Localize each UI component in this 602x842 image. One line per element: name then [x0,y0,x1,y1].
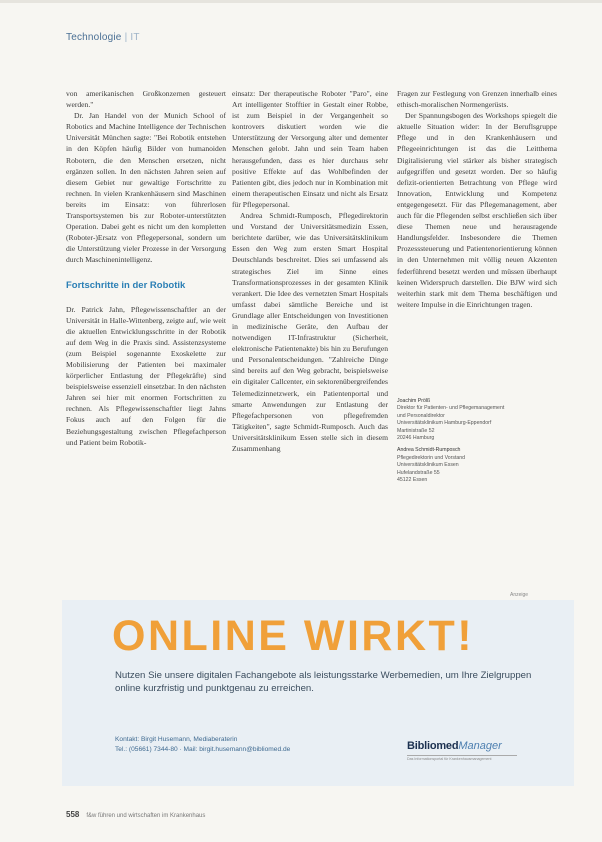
magazine-name: f&w führen und wirtschaften im Krankenhaus [86,813,206,819]
subheading: Fortschritte in der Robotik [66,279,186,291]
paragraph: Der Spannungsbogen des Workshops spiegelt die aktuelle Situation wider: In der Beruflsgruppe Pflege und in den Krankenhäusern und Pflegeeinrichtungen ist das die Leitthema Digitalisierung viel stärker als bisher strategisch aufgegriffen und gesetzt worden. Der so häufig defizit-orientierten Betrachtung von Pflege wird Innovation, Entwicklung und Kompetenz entgegengesetzt. Für das Pflegemanagement, aber auch für die Pflegenden selbst erschließen sich über diese Themen neue und herausragende Handlungsfelder. Insbesondere die Themen Prozesssteuerung und Patientenorientierung können in den Unternehmen mit völlig neuen Akzenten federführend besetzt werden und müssen überhaupt keinen Widerspruch darstellen. Die BJW wird sich weiterhin stark mit dem Thema beschäftigen und weitere Impulse in die Einrichtungen tragen. [397,111,557,309]
article-column-3 [397,88,557,310]
author-line: 45122 Essen [397,477,428,484]
page-number: 558 [66,810,80,819]
top-edge [0,0,602,3]
author-line: Direktor für Patienten- und Pflegemanagement [397,405,505,412]
ad-body-text: Nutzen Sie unsere digitalen Fachangebote als leistungsstarke Werbemedien, um Ihre Zielgruppen online kurzfristig und punktgenau zu erreichen. [115,670,532,694]
ad-contact-details[interactable]: Tel.: (05661) 7344-80 · Mail: birgit.husemann@bibliomed.de [115,746,291,753]
paragraph: Fragen zur Festlegung von Grenzen innerhalb eines ethisch-moralischen Normengerüsts. [397,89,557,110]
logo-word-light: Manager [458,740,502,752]
ad-contact-name: Kontakt: Birgit Husemann, Mediaberaterin [115,736,238,743]
paragraph: von amerikanischen Großkonzernen gesteuert werden." [66,89,226,110]
ad-contact [115,735,290,755]
logo-word-bold: Bibliomed [407,740,459,752]
ad-headline: ONLINE WIRKT! [112,612,475,660]
author-name: Andrea Schmidt-Rumposch [397,447,461,454]
article-column-1 [66,88,226,448]
author-line: Pflegedirektorin und Vorstand [397,454,466,461]
author-line: 20246 Hamburg [397,435,435,442]
author-line: Martinistraße 52 [397,427,435,434]
paragraph: Dr. Patrick Jahn, Pflegewissenschaftler an der Universität in Halle-Wittenberg, zeigte auf, wie weit die aktuellen Entwicklungsschritte in der Robotik auf dem Weg in die Praxis sind. Assistenzsysteme (zum Beispiel sogenannte Exoskelette zur Mobilisierung der Patienten bei maximaler körperlicher Entlastung der Pflegekräfte) sind beispielsweise essenziell einsetzbar. In den nächsten Jahren sei hier mit enormen Fortschritten zu rechnen. Als Pflegewissenschaftler liegt Jahns Fokus auch auf den Folgen für die Beziehungsgestaltung zwischen Pflegefachperson und Patient beim Robotik- [66,304,226,447]
author-1 [397,398,572,442]
section-separator: | [124,32,128,43]
ad-label: Anzeige [510,592,529,598]
section-subtitle: IT [130,32,140,43]
section-title: Technologie [66,32,122,43]
author-name: Joachim Prölß [397,398,431,404]
author-line: Hufelandstraße 55 [397,469,440,476]
page-footer [66,810,205,819]
logo-tagline: Das Informationsportal für Krankenhausmanagement [407,755,517,761]
paragraph: Dr. Jan Handel von der Munich School of Robotics and Machine Intelligence der Technischen Universität München sagte: "Bei Robotik entstehen in den Köpfen häufig Bilder von humanoiden Robotern, die den Menschen ersetzen, nicht ergänzen sollen. In den nächsten Jahren seien auf diesem Gebiet nur gewaltige Fortschritte zu rechnen. In vielen Krankenhäusern sind Maschinen bereits im Einsatz: von führerlosen Transportsystemen bis zur Roboter-unterstützten Operation. Dabei geht es nicht um den kompletten (Roboter-)Ersatz von Pflegepersonal, sondern um die Unterstützung vieler Prozesse in der Versorgung durch Maschinenintelligenz. [66,111,226,265]
article-column-2 [232,88,388,454]
section-header [66,32,140,43]
author-line: und Personaldirektor [397,412,445,419]
bibliomed-logo [407,736,517,761]
author-info [397,398,572,484]
author-line: Universitätsklinikum Hamburg-Eppendorf [397,420,492,427]
paragraph: einsatz: Der therapeutische Roboter "Paro", eine Art intelligenter Stofftier in Gestalt einer Robbe, ist zum Beispiel in der Vergangenheit so kontrovers diskutiert worden wie die Unterstützung der Versorgung alter und dementer Menschen gelobt. Jahn und sein Team haben herausgefunden, dass es hier durchaus sehr positive Effekte auf das Wohlbefinden der Patienten gibt, dies jedoch nur in Kombination mit einem therapeutischen Einsatz und nicht als Ersatz für Pflegepersonal. [232,89,388,209]
author-2 [397,447,572,484]
paragraph: Andrea Schmidt-Rumposch, Pflegedirektorin und Vorstand der Universitätsmedizin Essen, berichtete darüber, wie das Universitätsklinikum Essen den Weg zum ersten Smart Hospital Deutschlands beschreitet. Dies sei umfassend als strategisches Ziel im Sinne eines Transformationsprozesses in der gesamten Klinik verankert. Die Idee des vernetzten Smart Hospitals umfasst dabei sämtliche Bereiche und ist Grundlage aller Entscheidungen von Investitionen in medizinische Geräte, den Aufbau der notwendigen IT-Infrastruktur (Sicherheit, elektronische Patientenakte) bis hin zu Berufungen und Personalentscheidungen. "Zahlreiche Dinge sind bereits auf den Weg gebracht, beispielsweise ein digitaler Callcenter, ein sektorenübergreifendes Telemedizinnetzwerk, ein Patientenportal und smarte Anwendungen zur Entlastung der Pflegefachpersonen von pflegefremden Tätigkeiten", sagte Schmidt-Rumposch. Auch das Universitätsklinikum Essen stelle sich in diesem Zusammenhang [232,211,388,453]
author-line: Universitätsklinikum Essen [397,462,459,469]
